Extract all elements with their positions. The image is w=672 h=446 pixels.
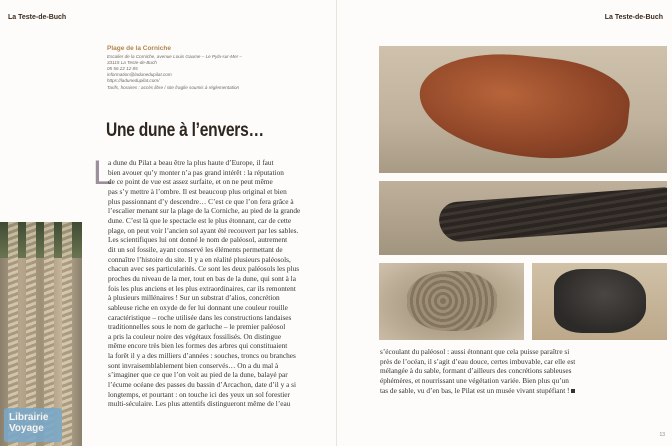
page-number: 13: [659, 432, 665, 438]
rust-rock: [414, 46, 633, 167]
text-line: pas s’y mettre à l’ombre. Il est beaucoup plus original et bien: [108, 186, 287, 196]
info-rates: Tarifs, horaires : accès libre / site fragile soumis à réglementation: [107, 84, 240, 90]
alios-rock-photo: [379, 46, 667, 173]
text-line: [380, 386, 602, 396]
info-city: 33115 La Teste-de-Buch: [107, 60, 157, 66]
text-line: sont invraisemblablement bien conservés… On a du mal à: [108, 360, 279, 370]
text-line: l’escalier menant sur la plage de la Corniche, au pied de la grande: [108, 206, 301, 216]
text-line: s’écoulant du paléosol : aussi étonnant que cela puisse paraître si: [380, 347, 570, 356]
text-line: mélangée à du sable, formant d’ailleurs des concrétions sableuses: [380, 366, 572, 376]
bookstore-watermark: [4, 408, 62, 442]
fossil-wood-photo: [379, 181, 667, 255]
text-line: l’écume océane des passes du bassin d’Arcachon, date d’il y a si: [108, 380, 297, 390]
text-line: dune. C’est là que le spectacle est le plus étonnant, car de cette: [108, 215, 292, 225]
text-line: a dune du Pilat a beau être la plus haute d’Europe, il faut: [108, 158, 274, 167]
info-phone: 05 56 22 12 85: [107, 66, 138, 72]
text-line: multi-séculaire. Les plus attentifs distingueront même de l’eau: [108, 399, 291, 409]
info-box: [107, 46, 307, 91]
text-line: à plusieurs millénaires ! Sur un substrat d’alios, concrétion: [108, 293, 280, 303]
article-column-2: [380, 347, 602, 395]
drop-cap: L: [93, 154, 112, 192]
text-line: proches du niveau de la mer, tout en bas de la dune, qui sont à la: [108, 273, 296, 283]
dark-paleosol-photo: [532, 263, 667, 340]
text-line: bien avouer qu’y monter n’a pas grand intérêt : la réputation: [108, 167, 284, 177]
text-line: même encore très bien les formes des arbres qui constituaient: [108, 341, 288, 351]
watermark-line-1: Librairie: [9, 412, 49, 423]
last-line-text: tas de sable, vu d’en bas, le Pilat est un musée vivant stupéfiant !: [380, 385, 570, 395]
text-line: Les scientifiques lui ont donné le nom de paléosol, autrement: [108, 235, 288, 245]
text-line: traditionnelles sous le nom de garluche – le premier paléosol: [108, 322, 286, 332]
place-name: Plage de la Corniche: [107, 45, 171, 52]
text-line: dit un sol fossile, ayant conservé les éléments permettant de: [108, 244, 283, 254]
text-line: connaître l’histoire du site. Il y a en réalité plusieurs paléosols,: [108, 254, 291, 264]
text-line: plus passionnant d’y descendre… C’est ce que l’on fera grâce à: [108, 196, 294, 206]
text-line: sableuse riche en oxyde de fer lui donnant une couleur rouille: [108, 302, 288, 312]
watermark-line-2: Voyage: [9, 423, 44, 434]
running-head-right: La Teste-de-Buch: [604, 14, 663, 21]
article-column-1: [108, 158, 330, 409]
info-address: Escalier de la Corniche, avenue Louis Gaume – Le Pyla-sur-Mer –: [107, 54, 242, 60]
text-line: près de l’océan, il s’agit d’eau douce, certes imbuvable, car elle est: [380, 356, 576, 366]
text-line: s’imaginer que ce que l’on voit au pied de la dune, balayé par: [108, 370, 288, 380]
text-line: éphémères, et nourrissant une végétation variée. Bien plus qu’un: [380, 375, 569, 385]
text-line: a pris la couleur noire des végétaux fossilisés. On distingue: [108, 331, 282, 341]
blackened-trunk: [438, 187, 667, 243]
info-email: information@ladunedupilat.com: [107, 72, 172, 78]
end-of-article-mark: [571, 389, 575, 393]
text-line: caractéristique – roche utilisée dans les constructions landaises: [108, 312, 292, 322]
text-line: longtemps, et pourtant : on touche ici des yeux un sol forestier: [108, 389, 290, 399]
concretion-clump: [407, 271, 497, 331]
article-title: Une dune à l’envers…: [106, 120, 264, 141]
text-line: de ce point de vue est assez surfaite, et on ne peut même: [108, 177, 273, 187]
sand-concretion-photo: [379, 263, 524, 340]
dark-slab: [554, 269, 646, 333]
running-head-left: La Teste-de-Buch: [8, 14, 67, 21]
info-website: https://ladunedupilat.com/: [107, 78, 160, 84]
text-line: plage, on peut voir l’ancien sol ayant été recouvert par les sables.: [108, 225, 299, 235]
text-line: chacun avec ses particularités. Ce sont les deux paléosols les plus: [108, 264, 300, 274]
text-line: fois les plus anciens et les plus extraordinaires, car ils remontent: [108, 283, 296, 293]
root-strand: [62, 222, 72, 446]
text-line: la forêt il y a des milliers d’années : souches, troncs ou branches: [108, 351, 296, 361]
